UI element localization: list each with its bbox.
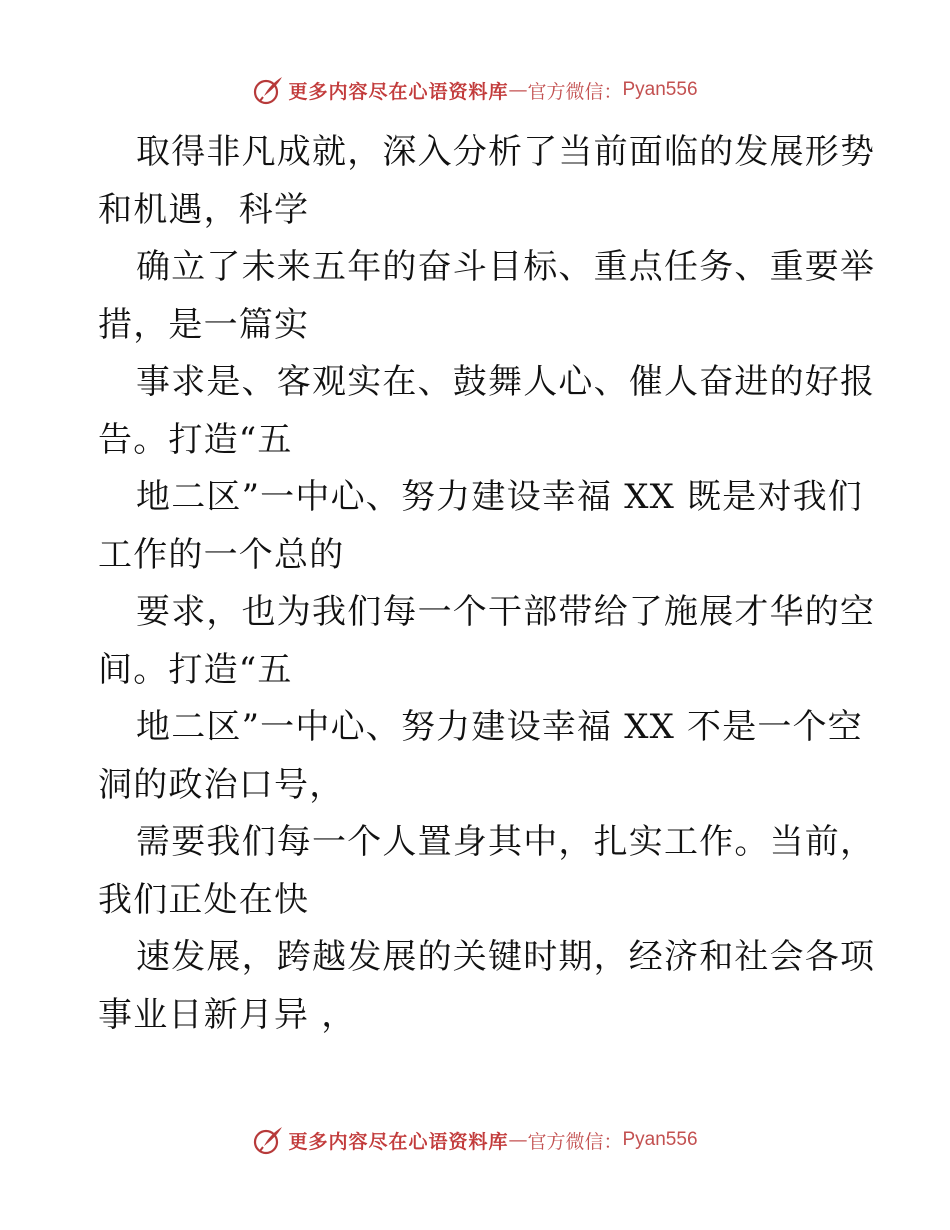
text-line: 告。打造“五 [98,419,293,460]
watermark-wechat-id: Pyan556 [622,79,698,100]
text-line: 措，是一篇实 [98,304,310,345]
feather-pen-logo-icon [252,74,284,106]
text-line: 事求是、客观实在、鼓舞人心、催人奋进的好报 [136,362,876,402]
footer-watermark [0,1124,950,1156]
header-watermark [0,74,950,106]
watermark-dash: — [508,79,528,101]
text-line: 地二区”一中心、努力建设幸福 XX 既是对我们 [136,477,864,517]
watermark-wechat-id: Pyan556 [622,1129,698,1150]
document-body [98,124,876,1044]
text-line: 需要我们每一个人置身其中，扎实工作。当前， [136,822,876,862]
text-line: 速发展，跨越发展的关键时期，经济和社会各项 [136,937,876,977]
watermark-brand: 更多内容尽在心语资料库 [288,80,509,103]
text-line: 地二区”一中心、努力建设幸福 XX 不是一个空 [136,707,864,747]
text-line: 确立了未来五年的奋斗目标、重点任务、重要举 [136,247,876,287]
text-line: 间。打造“五 [98,649,293,690]
text-line: 我们正处在快 [98,879,310,920]
text-line: 工作的一个总的 [98,534,345,575]
text-line: 取得非凡成就，深入分析了当前面临的发展形势 [136,132,876,172]
text-line: 和机遇，科学 [98,189,310,230]
watermark-wechat-label: 官方微信： [527,1130,623,1153]
watermark-wechat-label: 官方微信： [527,80,623,103]
watermark-brand: 更多内容尽在心语资料库 [288,1130,509,1153]
text-line: 要求，也为我们每一个干部带给了施展才华的空 [136,592,876,632]
text-line: 事业日新月异 ， [98,994,357,1035]
feather-pen-logo-icon [252,1124,284,1156]
watermark-dash: — [508,1129,528,1151]
text-line: 洞的政治口号， [98,764,345,805]
